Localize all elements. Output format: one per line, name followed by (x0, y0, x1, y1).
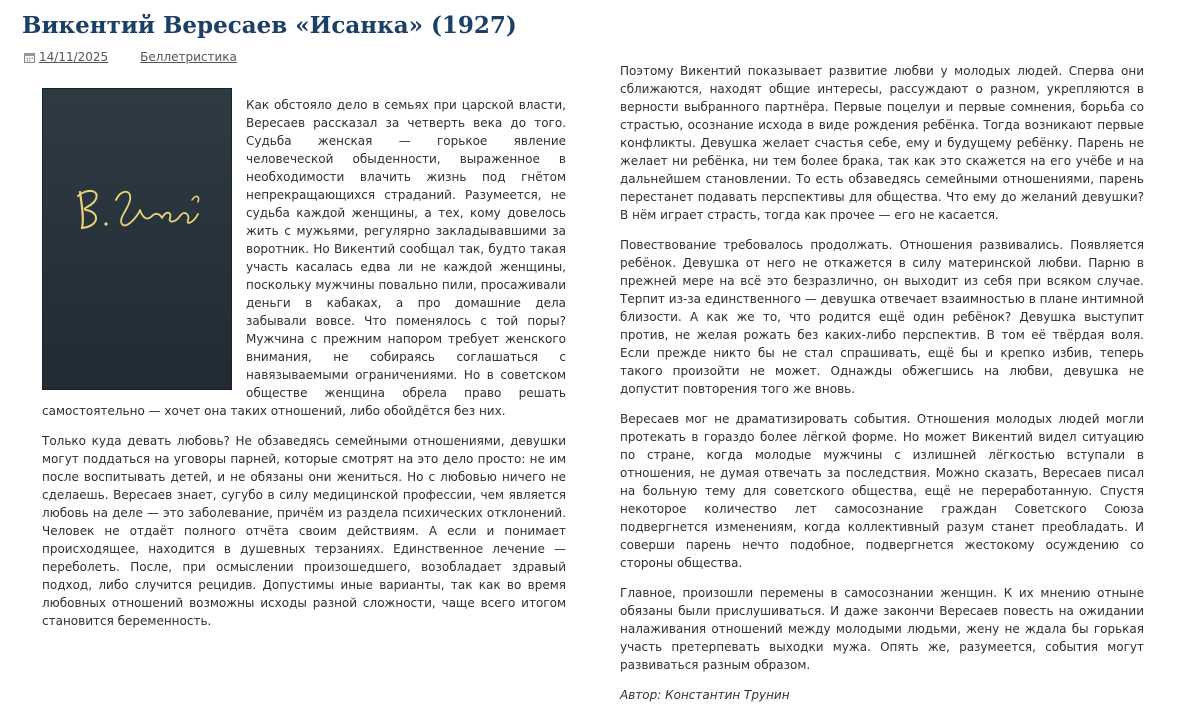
article-paragraph: Главное, произошли перемены в самосознании женщин. К их мнению отныне обязаны были прислушиваться. И даже закончи Вересаев повесть на ожидании налаживания отношений между молодыми людьми, жену не ждала бы горькая участь претерпевать выходки мужа. Опять же, разумеется, события могут развиваться разным образом. (620, 586, 1144, 672)
book-cover-image (42, 88, 232, 390)
author-credit: Автор: Константин Трунин (620, 688, 790, 702)
right-column (620, 62, 1144, 704)
post-date-link[interactable]: 14/11/2025 (39, 50, 109, 64)
left-column (42, 96, 566, 642)
post-meta (24, 50, 237, 64)
article-paragraph: Поэтому Викентий показывает развитие любви у молодых людей. Сперва они сближаются, находят общие интересы, рассуждают о разном, укрепляются в верности выбранного партнёра. Первые поцелуи и первые сомнения, борьба со страстью, осознание исхода в виде рождения ребёнка. Тогда возникают первые конфликты. Девушка желает счастья себе, ему и будущему ребёнку. Парень не желает ни ребёнка, ни тем более брака, так как это скажется на его учёбе и на дальнейшем становлении. То есть обзаведясь семейными отношениями, парень перестанет подавать перспективы для общества. Что ему до желаний девушки? В нём играет страсть, тогда как прочее — его не касается. (620, 64, 1144, 222)
article-paragraph: Только куда девать любовь? Не обзаведясь семейными отношениями, девушки могут поддаться на уговоры парней, которые смотрят на это дело просто: не им после воспитывать детей, и не обязаны они жениться. Но с любовью ничего не сделаешь. Вересаев знает, сугубо в силу медицинской профессии, чем является любовь на деле — это заболевание, причём из раздела психических отклонений. Человек не отдаёт полного отчёта своим действиям. А если и понимает происходящее, находится в душевных терзаниях. Единственное лечение — переболеть. После, при осмыслении произошедшего, возобладает здравый подход, либо случится рецидив. Допустимы иные варианты, так как во время любовных отношений возможны исходы разной сложности, чаще всего итогом становится беременность. (42, 434, 566, 628)
cover-signature-graphic (42, 88, 232, 390)
category-link[interactable]: Беллетристика (140, 50, 237, 64)
page-title: Викентий Вересаев «Исанка» (1927) (22, 12, 517, 39)
calendar-icon (24, 52, 35, 63)
article-paragraph: Вересаев мог не драматизировать события. Отношения молодых людей могли протекать в гораздо более лёгкой форме. Но может Викентий видел ситуацию по стране, когда молодые мужчины с излишней лёгкостью вступали в отношения, не думая отвечать за последствия. Можно сказать, Вересаев писал на больную тему для советского общества, ещё не переработанную. Спустя некоторое количество лет самосознание граждан Советского Союза подвергнется изменениям, когда коллективный разум станет преобладать. И соверши парень нечто подобное, подвергнется жестокому осуждению со стороны общества. (620, 412, 1144, 570)
article-paragraph: Повествование требовалось продолжать. Отношения развивались. Появляется ребёнок. Девушка от него не откажется в силу материнской любви. Парню в прежней мере на всё это безразлично, он выходит из себя при всяком случае. Терпит из-за единственного — девушка отвечает взаимностью в плане интимной близости. А как же то, что родится ещё один ребёнок? Девушка выступит против, не желая рожать без каких-либо перспектив. В том её твёрдая воля. Если прежде никто бы не стал спрашивать, ещё бы и крепко избив, теперь такого произойти не может. Однажды обжегшись на любви, девушка не допустит повторения того же вновь. (620, 238, 1144, 396)
article-paragraph: Как обстояло дело в семьях при царской власти, Вересаев рассказал за четверть века до того. Судьба женская — горькое явление человеческой обыденности, выраженное в необходимости влачить жизнь под гнётом непрекращающихся страданий. Разумеется, не судьба каждой женщины, а тех, кому довелось жить с мужьями, регулярно закладывавшими за воротник. Но Викентий сообщал так, будто такая участь касалась едва ли не каждой женщины, поскольку мужчины повально пили, просаживали деньги в кабаках, а про домашние дела забывали вовсе. Что поменялось с той поры? Мужчина с прежним напором требует женского внимания, не собираясь соглашаться с навязываемыми ограничениями. Но в советском обществе женщина обрела право решать самостоятельно — хочет она таких отношений, либо обойдётся без них. (42, 98, 566, 418)
